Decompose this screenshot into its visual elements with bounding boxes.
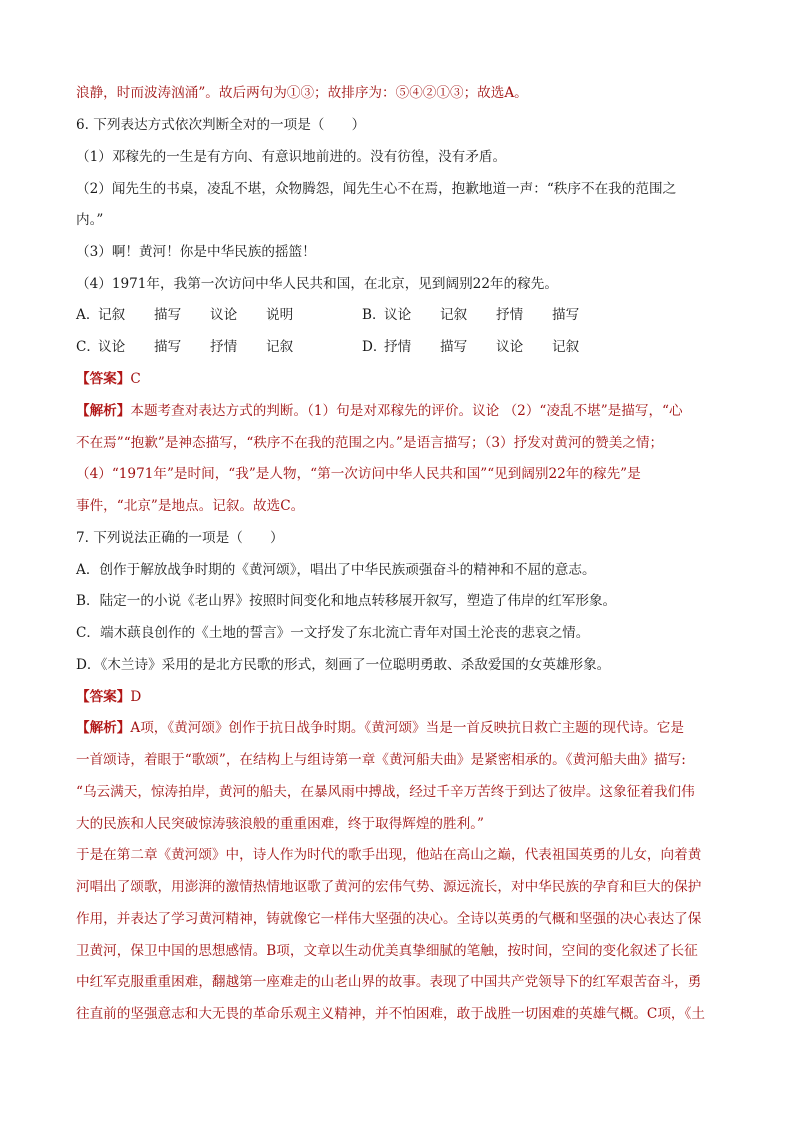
question-6-stem: 6. 下列表达方式依次判断全对的一项是（ ） — [76, 117, 366, 133]
q7-option-d: D．《木兰诗》采用的是北方民歌的形式，刻画了一位聪明勇敢、杀敌爱国的女英雄形象。 — [76, 657, 611, 673]
q6-option-a-word-2: 描写 — [154, 307, 182, 323]
q6-options-row-2 — [76, 338, 721, 356]
q6-option-b-letter: B． — [362, 307, 386, 323]
q6-analysis-label: 【解析】 — [76, 403, 131, 419]
q6-option-a-word-4: 说明 — [266, 307, 294, 323]
q7-analysis-line-5: 于是在第二章《黄河颂》中，诗人作为时代的歌手出现，他站在高山之巅，代表祖国英勇的儿女，向着黄 — [76, 847, 702, 863]
q6-analysis-line-1 — [76, 402, 721, 420]
question-7-stem: 7. 下列说法正确的一项是（ ） — [76, 530, 284, 546]
q7-analysis-line-6: 河唱出了颂歌，用澎湃的激情热情地讴歌了黄河的宏伟气势、源远流长，对中华民族的孕育和巨大的保护 — [76, 879, 702, 895]
q7-answer — [76, 688, 721, 706]
q6-analysis-line-4: 事件，“北京”是地点。记叙。故选C。 — [76, 498, 305, 514]
q6-answer — [76, 370, 721, 388]
q6-option-a-word-3: 议论 — [210, 307, 238, 323]
q6-item-2-cont: 内。” — [76, 212, 104, 228]
carry-over-line: 浪静，时而波涛汹涌”。故后两句为①③；故排序为：⑤④②①③；故选A。 — [76, 85, 528, 101]
q6-option-c-word-3: 抒情 — [210, 339, 238, 355]
q6-analysis-text-1: 本题考查对表达方式的判断。（1）句是对邓稼先的评价。议论 （2）“凌乱不堪”是描写，“心 — [130, 403, 683, 419]
q7-analysis-text-1: A项，《黄河颂》创作于抗日战争时期。《黄河颂》当是一首反映抗日救亡主题的现代诗。它是 — [130, 720, 684, 736]
q6-analysis-line-2: 不在焉”“抱歉”是神态描写，“秩序不在我的范围之内。”是语言描写；（3）抒发对黄河的赞美之情； — [76, 435, 664, 451]
q6-option-c-letter: C． — [76, 339, 100, 355]
q6-option-b-word-3: 抒情 — [496, 307, 524, 323]
q7-analysis-line-3: “乌云满天，惊涛拍岸，黄河的船夫，在暴风雨中搏战，经过千辛万苦终于到达了彼岸。这象征着我们伟 — [76, 784, 695, 800]
q6-option-b-word-1: 议论 — [384, 307, 412, 323]
q6-answer-label: 【答案】 — [76, 371, 131, 387]
q7-answer-label: 【答案】 — [76, 689, 131, 705]
q7-answer-value: D — [130, 689, 142, 705]
q6-option-d-word-2: 描写 — [440, 339, 468, 355]
q6-option-a-word-1: 记叙 — [98, 307, 126, 323]
q6-option-d-word-4: 记叙 — [552, 339, 580, 355]
q6-option-a-letter: A． — [76, 307, 100, 323]
q7-option-c: C．端木蕻良创作的《土地的誓言》一文抒发了东北流亡青年对国土沦丧的悲哀之情。 — [76, 625, 590, 641]
q7-option-b: B．陆定一的小说《老山界》按照时间变化和地点转移展开叙写，塑造了伟岸的红军形象。 — [76, 593, 617, 609]
q6-option-d-word-1: 抒情 — [384, 339, 412, 355]
q7-analysis-line-4: 大的民族和人民突破惊涛骇浪般的重重困难，终于取得辉煌的胜利。” — [76, 816, 484, 832]
q7-option-a: A．创作于解放战争时期的《黄河颂》，唱出了中华民族顽强奋斗的精神和不屈的意志。 — [76, 562, 596, 578]
q6-analysis-line-3: （4）“1971年”是时间，“我”是人物，“第一次访问中华人民共和国”“见到阔别22年的稼先”是 — [76, 466, 641, 482]
q7-analysis-line-10: 往直前的坚强意志和大无畏的革命乐观主义精神，并不怕困难，敢于战胜一切困难的英雄气概。C项，《土 — [76, 1006, 705, 1022]
q6-option-d-word-3: 议论 — [496, 339, 524, 355]
q6-item-4: （4）1971年，我第一次访问中华人民共和国，在北京，见到阔别22年的稼先。 — [76, 276, 558, 292]
q7-analysis-label: 【解析】 — [76, 720, 131, 736]
q7-analysis-line-8: 卫黄河，保卫中国的思想感情。B项，文章以生动优美真挚细腻的笔触，按时间，空间的变化叙述了长征 — [76, 943, 698, 959]
q6-option-b-word-4: 描写 — [552, 307, 580, 323]
q6-answer-value: C — [130, 371, 141, 387]
q6-option-c-word-2: 描写 — [154, 339, 182, 355]
q7-analysis-line-9: 中红军克服重重困难，翻越第一座难走的山老山界的故事。表现了中国共产党领导下的红军艰苦奋斗，勇 — [76, 974, 702, 990]
q6-item-1: （1）邓稼先的一生是有方向、有意识地前进的。没有彷徨，没有矛盾。 — [76, 149, 507, 165]
q6-option-c-word-1: 议论 — [98, 339, 126, 355]
q6-item-3: （3）啊！黄河！你是中华民族的摇篮！ — [76, 244, 316, 260]
q7-analysis-line-7: 作用，并表达了学习黄河精神，铸就像它一样伟大坚强的决心。全诗以英勇的气概和坚强的决心表达了保 — [76, 911, 702, 927]
q7-analysis-line-2: 一首颂诗，着眼于“歌颂”，在结构上与组诗第一章《黄河船夫曲》是紧密相承的。《黄河船夫曲》描写: — [76, 752, 686, 768]
q6-option-b-word-2: 记叙 — [440, 307, 468, 323]
q6-option-d-letter: D． — [362, 339, 387, 355]
q6-option-c-word-4: 记叙 — [266, 339, 294, 355]
q6-options-row-1 — [76, 306, 721, 324]
q6-item-2: （2）闻先生的书桌，凌乱不堪，众物腾怨，闻先生心不在焉，抱歉地道一声：“秩序不在我的范围之 — [76, 181, 677, 197]
q7-analysis-line-1 — [76, 719, 721, 737]
